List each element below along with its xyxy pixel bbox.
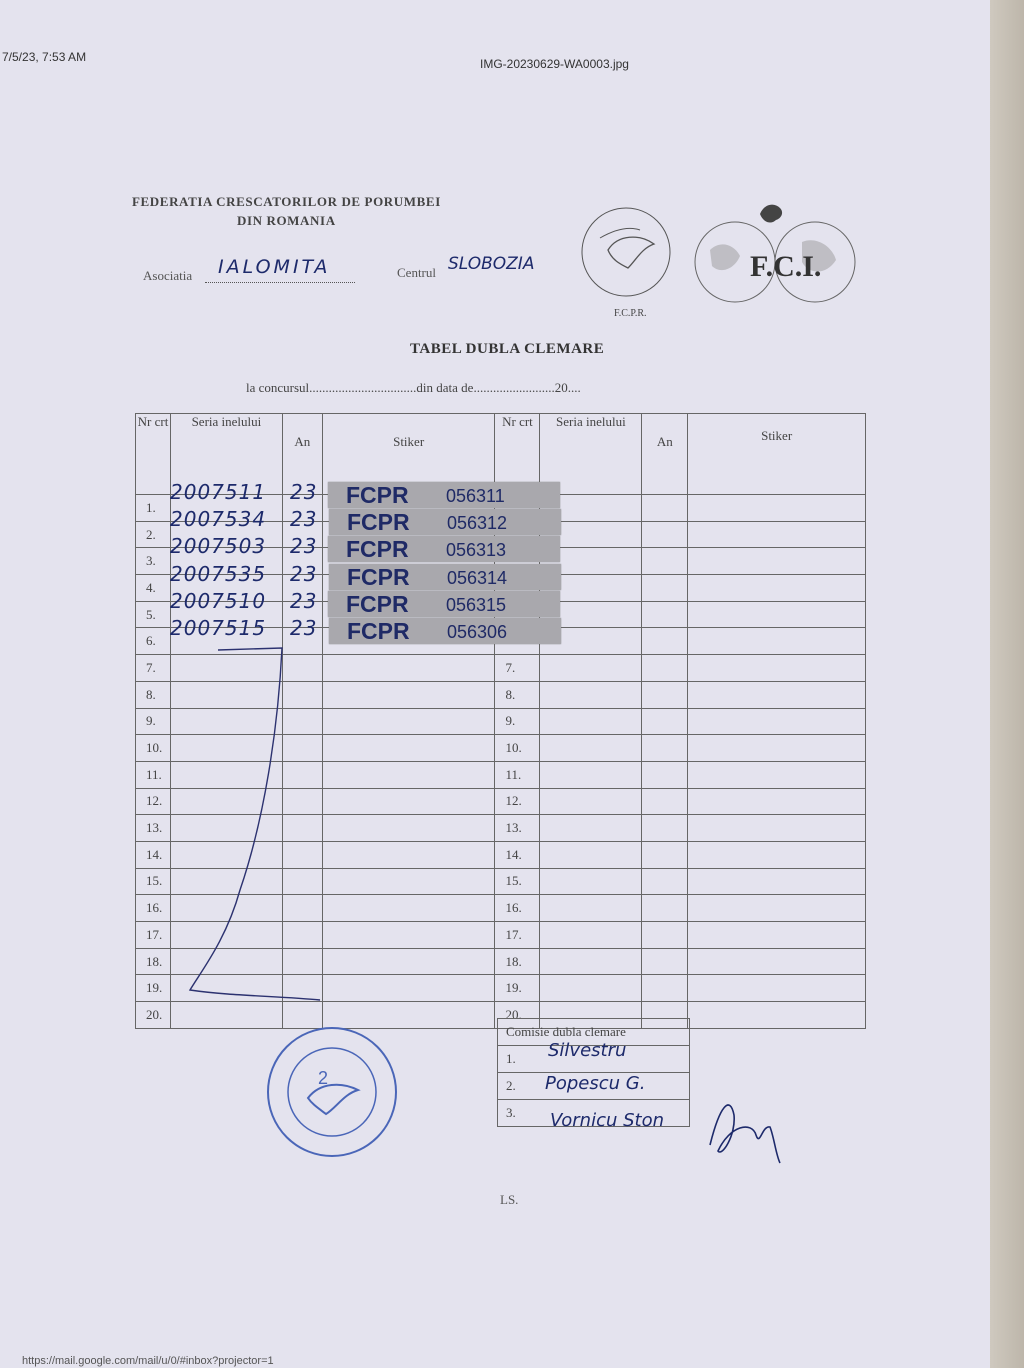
col-header-serie-right: Seria inelului (540, 414, 642, 495)
row-stiker (322, 735, 495, 762)
row-an-right (642, 815, 688, 842)
sticker-brand: FCPR (347, 618, 410, 644)
fci-logo-text: F.C.I. (750, 250, 822, 283)
contest-line: la concursul.................................din data de.........................20.... (246, 380, 581, 395)
association-stamp (262, 1022, 402, 1162)
row-stiker-right (688, 788, 866, 815)
sticker-brand: FCPR (346, 590, 409, 617)
row-nr: 10. (136, 735, 171, 762)
association-value: IALOMITA (218, 256, 331, 278)
row-stiker (322, 975, 495, 1002)
row-nr: 20. (136, 1002, 171, 1029)
row-nr-right: 16. (495, 895, 540, 922)
sticker-label (329, 564, 561, 590)
row-stiker (322, 761, 495, 788)
col-header-stiker: Stiker (322, 414, 495, 495)
row-an-right (642, 761, 688, 788)
row-serie-right (540, 735, 642, 762)
sticker-brand: FCPR (346, 536, 409, 563)
col-header-nr-right: Nr crt (495, 414, 540, 495)
row-an-right (642, 708, 688, 735)
center-label: Centrul (397, 265, 436, 280)
row-nr: 4. (136, 575, 171, 602)
row-serie-right (540, 655, 642, 682)
row-an-right (642, 788, 688, 815)
row-stiker-right (688, 975, 866, 1002)
row-stiker-right (688, 655, 866, 682)
sticker-code: 056313 (446, 540, 507, 561)
row-serie-right (540, 975, 642, 1002)
ring-serie-handwritten: 2007510 (170, 588, 267, 613)
row-an-right (642, 922, 688, 949)
row-nr: 5. (136, 601, 171, 628)
row-stiker (322, 948, 495, 975)
commission-title: Comisie dubla clemare (498, 1019, 690, 1046)
row-an-right (642, 895, 688, 922)
commission-member-3-signature: Vornicu Ston (550, 1110, 665, 1131)
row-stiker (322, 788, 495, 815)
row-an-right (642, 975, 688, 1002)
row-an-right (642, 628, 688, 655)
row-stiker-right (688, 601, 866, 628)
row-stiker-right (688, 761, 866, 788)
row-nr-right: 12. (495, 788, 540, 815)
ring-serie-handwritten: 2007515 (170, 616, 267, 640)
commission-member-2-nr: 2. (498, 1073, 690, 1100)
row-nr: 6. (136, 628, 171, 655)
row-nr-right: 11. (495, 761, 540, 788)
commission-member-1-nr: 1. (498, 1046, 690, 1073)
row-serie-right (540, 922, 642, 949)
row-an-right (642, 575, 688, 602)
col-header-an-right: An (642, 414, 688, 495)
row-nr: 3. (136, 548, 171, 575)
fcpr-logo (570, 190, 690, 320)
extra-signature (700, 1085, 790, 1170)
row-an-right (642, 495, 688, 522)
row-nr-right: 13. (495, 815, 540, 842)
sticker-label (328, 536, 560, 562)
row-nr: 18. (136, 948, 171, 975)
row-nr: 12. (136, 788, 171, 815)
row-stiker (322, 895, 495, 922)
row-nr: 11. (136, 761, 171, 788)
association-dotted-line (205, 282, 355, 283)
row-stiker-right (688, 495, 866, 522)
row-nr: 14. (136, 841, 171, 868)
print-datetime: 7/5/23, 7:53 AM (2, 50, 87, 64)
row-stiker (322, 868, 495, 895)
row-serie-right (540, 761, 642, 788)
col-header-serie: Seria inelului (170, 414, 282, 495)
ring-an-handwritten: 23 (290, 480, 318, 504)
cancel-line-scribble (170, 640, 330, 1010)
ring-an-handwritten: 23 (290, 588, 318, 613)
sticker-brand: FCPR (346, 482, 409, 508)
commission-member-3-nr: 3. (498, 1100, 690, 1127)
ring-serie-handwritten: 2007503 (170, 534, 267, 559)
center-value: SLOBOZIA (448, 254, 535, 274)
sticker-code: 056312 (447, 513, 508, 534)
ring-serie-handwritten: 2007534 (170, 507, 267, 532)
row-an-right (642, 735, 688, 762)
row-an-right (642, 601, 688, 628)
federation-name-line1: FEDERATIA CRESCATORILOR DE PORUMBEI (132, 194, 441, 209)
row-nr-right: 14. (495, 841, 540, 868)
row-stiker-right (688, 521, 866, 548)
row-nr-right: 18. (495, 948, 540, 975)
commission-member-2-signature: Popescu G. (545, 1073, 646, 1094)
document-title: TABEL DUBLA CLEMARE (410, 341, 605, 357)
row-serie-right (540, 815, 642, 842)
row-serie-right (540, 788, 642, 815)
row-nr: 17. (136, 922, 171, 949)
row-nr: 13. (136, 815, 171, 842)
row-an-right (642, 841, 688, 868)
row-stiker-right (688, 681, 866, 708)
row-nr-right: 9. (495, 708, 540, 735)
row-serie-right (540, 868, 642, 895)
row-stiker-right (688, 868, 866, 895)
row-an-right (642, 548, 688, 575)
row-stiker-right (688, 548, 866, 575)
sticker-label (329, 509, 561, 535)
row-nr: 7. (136, 655, 171, 682)
sticker-code: 056315 (446, 594, 507, 615)
ring-an-handwritten: 23 (290, 616, 318, 640)
ring-an-handwritten: 23 (290, 534, 318, 559)
row-stiker-right (688, 1002, 866, 1029)
row-stiker-right (688, 575, 866, 602)
row-serie-right (540, 841, 642, 868)
row-serie-right (540, 681, 642, 708)
sticker-code: 056314 (447, 567, 508, 588)
row-stiker (322, 681, 495, 708)
print-filename: IMG-20230629-WA0003.jpg (480, 57, 629, 71)
row-nr: 8. (136, 681, 171, 708)
ring-an-handwritten: 23 (290, 507, 318, 532)
row-nr: 9. (136, 708, 171, 735)
row-nr-right: 20. (495, 1002, 540, 1029)
sticker-label (329, 618, 561, 644)
page-edge-shadow (990, 0, 1024, 1368)
row-nr-right: 17. (495, 922, 540, 949)
row-serie-right (540, 708, 642, 735)
row-stiker-right (688, 735, 866, 762)
ls-mark: LS. (500, 1192, 519, 1207)
row-stiker (322, 708, 495, 735)
row-nr: 15. (136, 868, 171, 895)
row-serie-right (540, 895, 642, 922)
row-nr-right: 19. (495, 975, 540, 1002)
row-stiker-right (688, 708, 866, 735)
col-header-nr: Nr crt (136, 414, 171, 495)
row-stiker-right (688, 895, 866, 922)
row-stiker (322, 841, 495, 868)
row-serie-right (540, 948, 642, 975)
fci-logo (690, 190, 860, 320)
row-stiker-right (688, 948, 866, 975)
row-stiker-right (688, 628, 866, 655)
fcpr-logo-abbr: F.C.P.R. (614, 308, 647, 319)
col-header-stiker-right: Stiker (688, 414, 866, 495)
footer-url: https://mail.google.com/mail/u/0/#inbox?projector=1 (22, 1355, 274, 1367)
row-stiker-right (688, 922, 866, 949)
row-an-right (642, 521, 688, 548)
col-header-an: An (282, 414, 322, 495)
row-stiker (322, 922, 495, 949)
row-nr: 2. (136, 521, 171, 548)
row-nr: 1. (136, 495, 171, 522)
row-stiker (322, 815, 495, 842)
row-stiker-right (688, 841, 866, 868)
row-stiker (322, 655, 495, 682)
sticker-brand: FCPR (347, 563, 410, 590)
row-nr: 19. (136, 975, 171, 1002)
row-nr-right: 8. (495, 681, 540, 708)
sticker-label (328, 591, 560, 617)
row-nr-right: 7. (495, 655, 540, 682)
federation-name-line2: DIN ROMANIA (237, 213, 336, 228)
ring-serie-handwritten: 2007511 (170, 480, 267, 504)
ring-serie-handwritten: 2007535 (170, 561, 267, 586)
sticker-code: 056311 (446, 486, 505, 506)
ring-an-handwritten: 23 (290, 561, 318, 586)
sticker-code: 056306 (447, 622, 508, 642)
association-label: Asociatia (143, 268, 193, 283)
row-stiker-right (688, 815, 866, 842)
sticker-label (328, 482, 560, 508)
row-nr-right: 10. (495, 735, 540, 762)
commission-member-1-signature: Silvestru (548, 1040, 627, 1061)
row-nr: 16. (136, 895, 171, 922)
row-nr-right: 15. (495, 868, 540, 895)
row-an-right (642, 681, 688, 708)
row-an-right (642, 655, 688, 682)
row-an-right (642, 948, 688, 975)
svg-text:2: 2 (318, 1068, 329, 1088)
row-an-right (642, 868, 688, 895)
sticker-brand: FCPR (347, 509, 410, 536)
